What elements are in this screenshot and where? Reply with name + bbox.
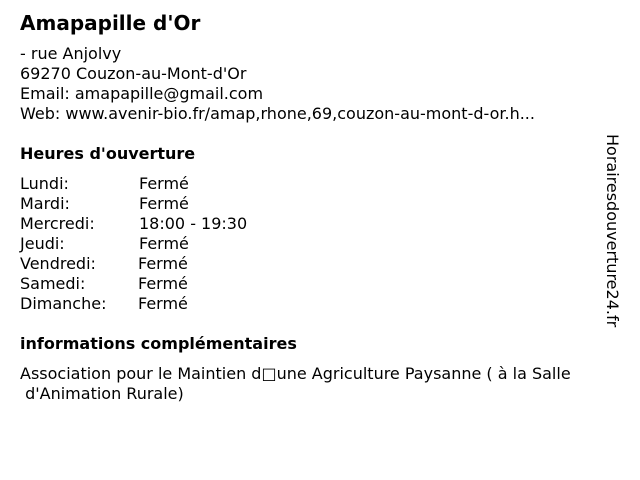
day-label: Lundi: xyxy=(20,174,69,193)
shop-name: Amapapille d'Or xyxy=(20,11,201,35)
site-watermark-text: Horairesdouverture24.fr xyxy=(603,134,622,328)
additional-info-text xyxy=(20,364,620,404)
opening-hours-heading: Heures d'ouverture xyxy=(20,144,196,163)
day-label: Dimanche: xyxy=(20,294,107,313)
day-label: Jeudi: xyxy=(20,234,65,253)
additional-info-heading: informations complémentaires xyxy=(20,334,297,353)
day-label: Samedi: xyxy=(20,274,86,293)
day-label: Mardi: xyxy=(20,194,70,213)
street-address: - rue Anjolvy xyxy=(20,44,122,63)
info-line-2: d'Animation Rurale) xyxy=(20,384,184,403)
day-label: Vendredi: xyxy=(20,254,96,273)
time-value: 18:00 - 19:30 xyxy=(139,214,248,233)
time-value: Fermé xyxy=(139,194,189,213)
info-line-1: Association pour le Maintien d□une Agriculture Paysanne ( à la Salle xyxy=(20,364,571,383)
web-line: Web: www.avenir-bio.fr/amap,rhone,69,couzon-au-mont-d-or.h... xyxy=(20,104,535,123)
time-value: Fermé xyxy=(139,174,189,193)
postal-city: 69270 Couzon-au-Mont-d'Or xyxy=(20,64,247,83)
day-label: Mercredi: xyxy=(20,214,95,233)
time-value: Fermé xyxy=(138,254,188,273)
time-value: Fermé xyxy=(138,274,188,293)
time-value: Fermé xyxy=(138,294,188,313)
email-line: Email: amapapille@gmail.com xyxy=(20,84,264,103)
time-value: Fermé xyxy=(139,234,189,253)
address-block xyxy=(20,44,535,124)
